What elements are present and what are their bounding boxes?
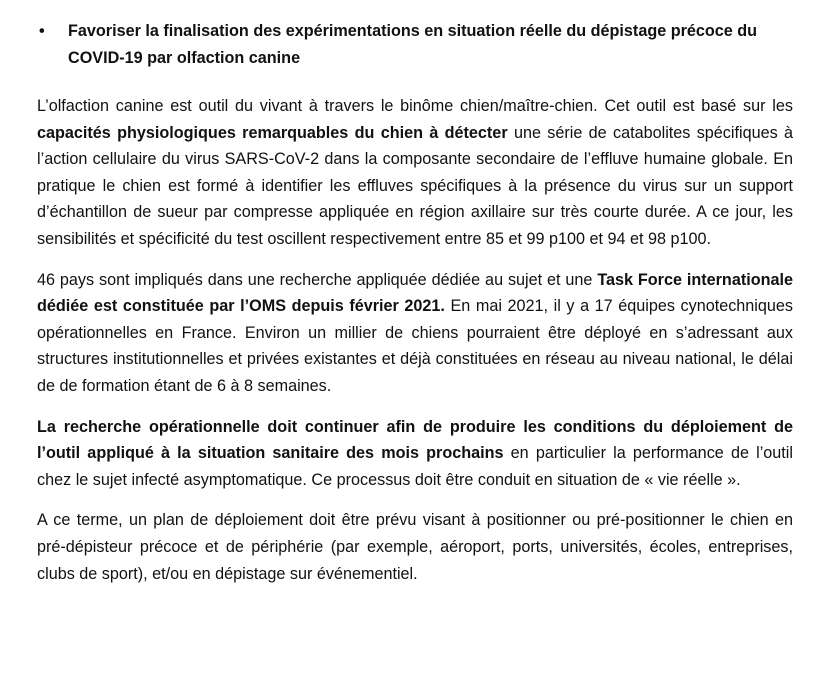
section-heading-text: Favoriser la finalisation des expérimentations en situation réelle du dépistage précoce du COVID-19 par olfaction canine (68, 22, 758, 67)
paragraph-deployment (37, 507, 793, 587)
paragraph-olfaction (37, 93, 793, 253)
section-heading (37, 18, 793, 72)
paragraph-text: En mai 2021, il y a 17 équipes cynotechniques opérationnelles en France. Environ un millier de chiens pourraient être déployé en s’adressant aux structures institutionnelles et privées existantes et déjà constituées en réseau au niveau national, le délai de de formation étant de 6 à 8 semaines. (37, 297, 794, 395)
paragraph-text: L’olfaction canine est outil du vivant à travers le binôme chien/maître-chien. Cet outil est basé sur les (37, 97, 793, 115)
paragraph-emphasis: Task Force internationale dédiée est constituée par l’OMS depuis février 2021. (37, 270, 793, 316)
paragraph-research (37, 414, 793, 494)
paragraph-text: 46 pays sont impliqués dans une recherche appliquée dédiée au sujet et une (37, 270, 598, 289)
paragraph-emphasis: capacités physiologiques remarquables du chien à détecter (37, 123, 508, 142)
paragraph-text: A ce terme, un plan de déploiement doit être prévu visant à positionner ou pré-positionner le chien en pré-dépisteur précoce et de périphérie (par exemple, aéroport, ports, universités, écoles, entreprises, clubs de sport), et/ou en dépistage sur événementiel. (37, 511, 793, 583)
paragraph-emphasis: La recherche opérationnelle doit continuer afin de produire les conditions du déploiement de l’outil appliqué à la situation sanitaire des mois prochains (37, 417, 793, 463)
bullet-icon: • (39, 22, 45, 40)
document-page (37, 18, 793, 601)
paragraph-text: en particulier la performance de l’outil chez le sujet infecté asymptomatique. Ce processus doit être conduit en situation de « vie réelle ». (37, 444, 793, 489)
paragraph-text: une série de catabolites spécifiques à l’action cellulaire du virus SARS-CoV-2 dans la composante secondaire de l’effluve humaine globale. En pratique le chien est formé à identifier les effluves spécifiques à la présence du virus sur un support d’échantillon de sueur par compresse appliquée en région axillaire sur très courte durée. A ce jour, les sensibilités et spécificité du test oscillent respectivement entre 85 et 99 p100 et 94 et 98 p100. (37, 123, 793, 248)
paragraph-task-force (37, 267, 793, 400)
